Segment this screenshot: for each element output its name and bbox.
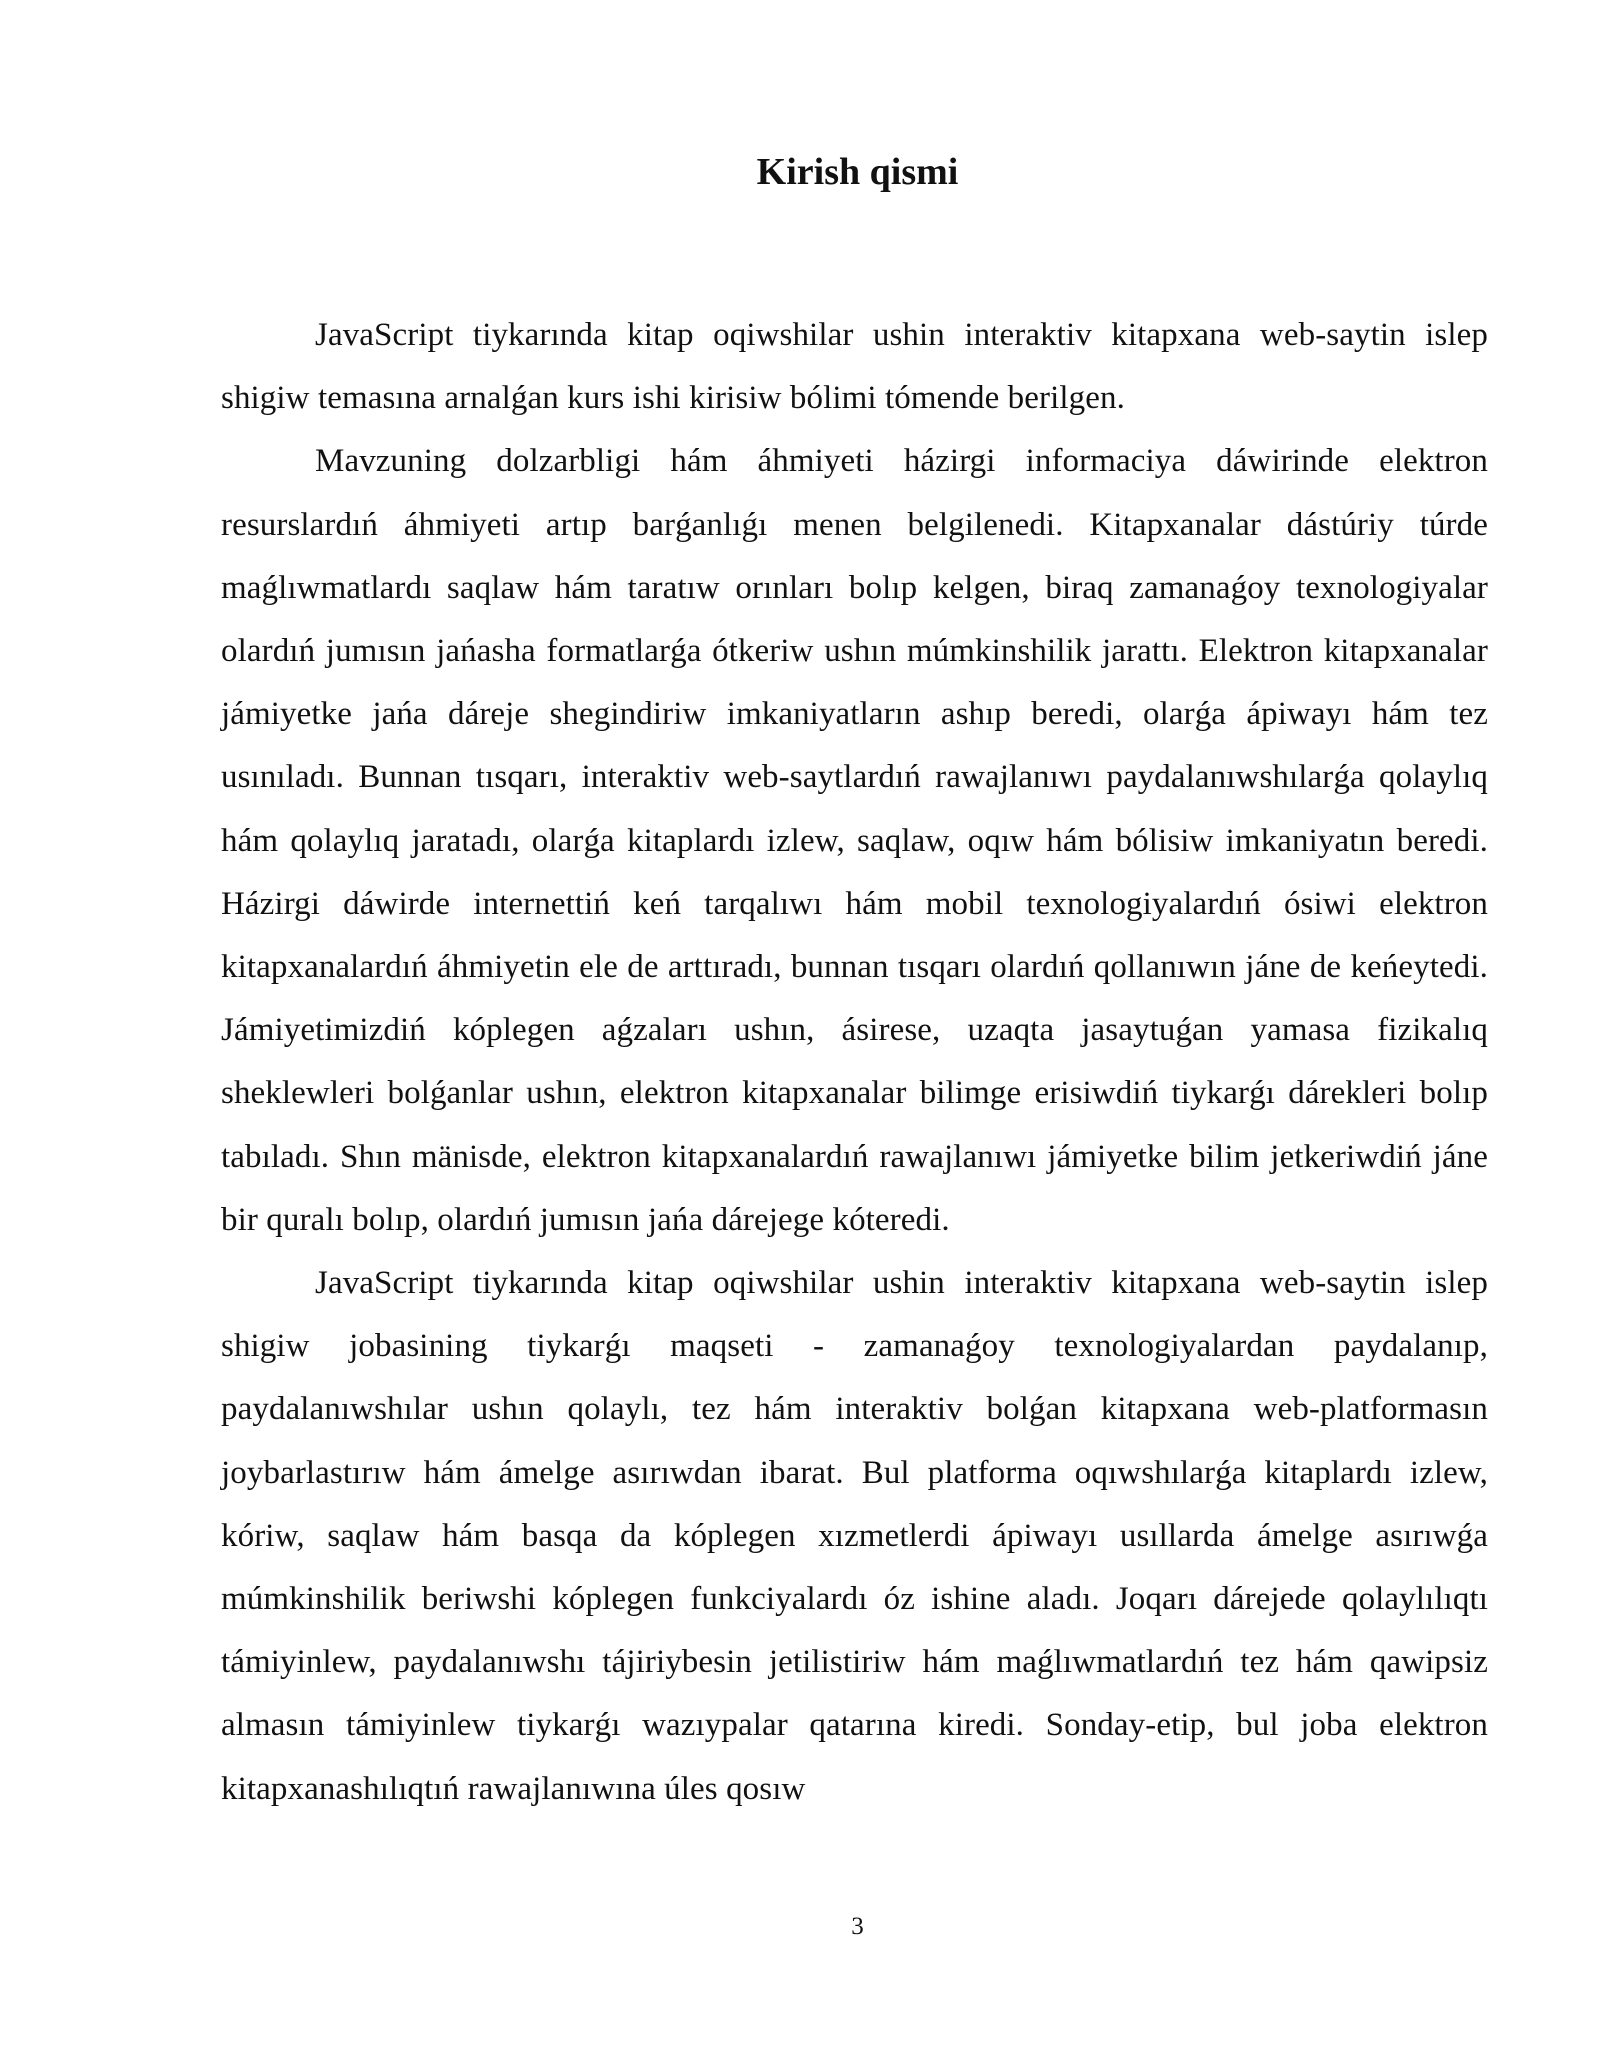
- page-title: Kirish qismi: [756, 151, 959, 193]
- paragraph-2: Mavzuning dolzarbligi hám áhmiyeti házirgi informaciya dáwirinde elektron resurslardıń áhmiyeti artıp barǵanlıǵı menen belgilenedi. Kitapxanalar dástúriy túrde maǵlıwmatlardı saqlaw hám taratıw orınları bolıp kelgen, biraq zamanaǵoy texnologiyalar olardıń jumısın jańasha formatlarǵa ótkeriw ushın múmkinshilik jarattı. Elektron kitapxanalar jámiyetke jańa dáreje shegindiriw imkaniyatların ashıp beredi, olarǵa ápiwayı hám tez usınıladı. Bunnan tısqarı, interaktiv web-saytlardıń rawajlanıwı paydalanıwshılarǵa qolaylıq hám qolaylıq jaratadı, olarǵa kitaplardı izlew, saqlaw, oqıw hám bólisiw imkaniyatın beredi. Házirgi dáwirde internettiń keń tarqalıwı hám mobil texnologiyalardıń ósiwi elektron kitapxanalardıń áhmiyetin ele de arttıradı, bunnan tısqarı olardıń qollanıwın jáne de keńeytedi. Jámiyetimizdiń kóplegen aǵzaları ushın, ásirese, uzaqta jasaytuǵan yamasa fizikalıq sheklewleri bolǵanlar ushın, elektron kitapxanalar bilimge erisiwdiń tiykarǵı dárekleri bolıp tabıladı. Shın mänisde, elektron kitapxanalardıń rawajlanıwı jámiyetke bilim jetkeriwdiń jáne bir quralı bolıp, olardıń jumısın jańa dárejege kóteredi.: [221, 443, 1488, 1238]
- paragraph-1: JavaScript tiykarında kitap oqiwshilar ushin interaktiv kitapxana web-saytin islep shigiw temasına arnalǵan kurs ishi kirisiw bólimi tómende berilgen.: [221, 317, 1488, 417]
- paragraph-3: JavaScript tiykarında kitap oqiwshilar ushin interaktiv kitapxana web-saytin islep shigiw jobasining tiykarǵı maqseti - zamanaǵoy texnologiyalardan paydalanıp, paydalanıwshılar ushın qolaylı, tez hám interaktiv bolǵan kitapxana web-platformasın joybarlastırıw hám ámelge asırıwdan ibarat. Bul platforma oqıwshılarǵa kitaplardı izlew, kóriw, saqlaw hám basqa da kóplegen xızmetlerdi ápiwayı usıllarda ámelge asırıwǵa múmkinshilik beriwshi kóplegen funkciyalardı óz ishine aladı. Joqarı dárejede qolaylılıqtı támiyinlew, paydalanıwshı tájiriybesin jetilistiriw hám maǵlıwmatlardıń tez hám qawipsiz almasın támiyinlew tiykarǵı wazıypalar qatarına kiredi. Sonday-etip, bul joba elektron kitapxanashılıqtıń rawajlanıwına úles qosıw: [221, 1265, 1488, 1807]
- page-number: 3: [851, 1913, 864, 1940]
- body-text: [221, 304, 1488, 1821]
